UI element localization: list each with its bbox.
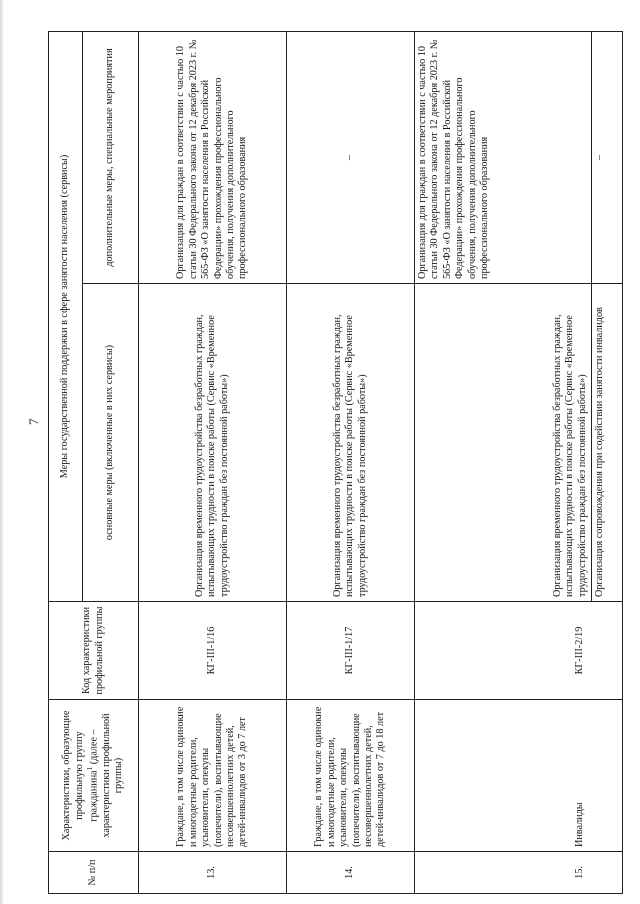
row-num: 15. <box>415 852 623 894</box>
header-code: Код характеристики профильной группы <box>49 602 139 700</box>
header-characteristics-text: Характеристики, образующие профильную группу гражданина <box>61 710 100 841</box>
row-code: КГ-III-2/19 <box>415 602 623 700</box>
rotated-page-content <box>48 32 622 894</box>
row-main-measure: Организация временного трудоустройства безработных граждан, испытывающих трудности в поиске работы (Сервис «Временное трудоустройство граждан без постоянной работы») <box>415 284 592 601</box>
row-characteristics: Инвалиды <box>415 700 623 852</box>
row-additional-measure: – <box>287 31 415 283</box>
row-characteristics: Граждане, в том числе одинокие и многодетные родители, усыновители, опекуны (попечители), воспитывающие несовершеннолетних детей, детей-инвалидов от 7 до 18 лет <box>287 700 415 852</box>
table-row <box>287 31 415 893</box>
row-additional-measure-group <box>415 31 623 283</box>
header-characteristics <box>49 700 139 852</box>
header-num: № п/п <box>49 852 139 894</box>
row-main-measure: Организация временного трудоустройства безработных граждан, испытывающих трудности в поиске работы (Сервис «Временное трудоустройство граждан без постоянной работы») <box>287 284 415 602</box>
row-additional-measure: Организация для граждан в соответствии с частью 10 статьи 30 Федерального закона от 12 декабря 2023 г. № 565-ФЗ «О занятости населения в Российской Федерации» прохождения профессионального обучения, получения дополнительного профессионального образования <box>415 32 592 283</box>
row-main-measure-extra: Организация сопровождения при содействии занятости инвалидов <box>594 307 605 597</box>
row-num: 14. <box>287 852 415 894</box>
header-additional-measures: дополнительные меры, специальные мероприятия <box>83 31 139 283</box>
row-code: КГ-III-1/17 <box>287 602 415 700</box>
header-characteristics-note: (далее – характеристики профильной группы) <box>88 713 125 838</box>
table-row <box>139 31 287 893</box>
page-number: 7 <box>26 418 41 425</box>
row-additional-measure: Организация для граждан в соответствии с частью 10 статьи 30 Федерального закона от 12 декабря 2023 г. № 565-ФЗ «О занятости населения в Российской Федерации» прохождения профессионального обучения, получения дополнительного профессионального образования <box>139 31 287 283</box>
row-code: КГ-III-1/16 <box>139 602 287 700</box>
header-measures: Меры государственной поддержки в сфере занятости населения (сервисы) <box>49 31 83 601</box>
header-main-measures: основные меры (включенные в них сервисы) <box>83 284 139 602</box>
row-characteristics: Граждане, в том числе одинокие и многодетные родители, усыновители, опекуны (попечители), воспитывающие несовершеннолетних детей, детей-инвалидов от 3 до 7 лет <box>139 700 287 852</box>
row-additional-measure-extra: – <box>594 154 605 161</box>
header-footnote-mark: 1 <box>86 766 95 771</box>
row-main-measure: Организация временного трудоустройства безработных граждан, испытывающих трудности в поиске работы (Сервис «Временное трудоустройство граждан без постоянной работы») <box>139 284 287 602</box>
row-main-measure-group <box>415 284 623 602</box>
header-row-1 <box>49 31 83 893</box>
row-num: 13. <box>139 852 287 894</box>
scan-edge <box>0 0 4 904</box>
table-row <box>415 31 623 893</box>
measures-table <box>48 31 623 894</box>
